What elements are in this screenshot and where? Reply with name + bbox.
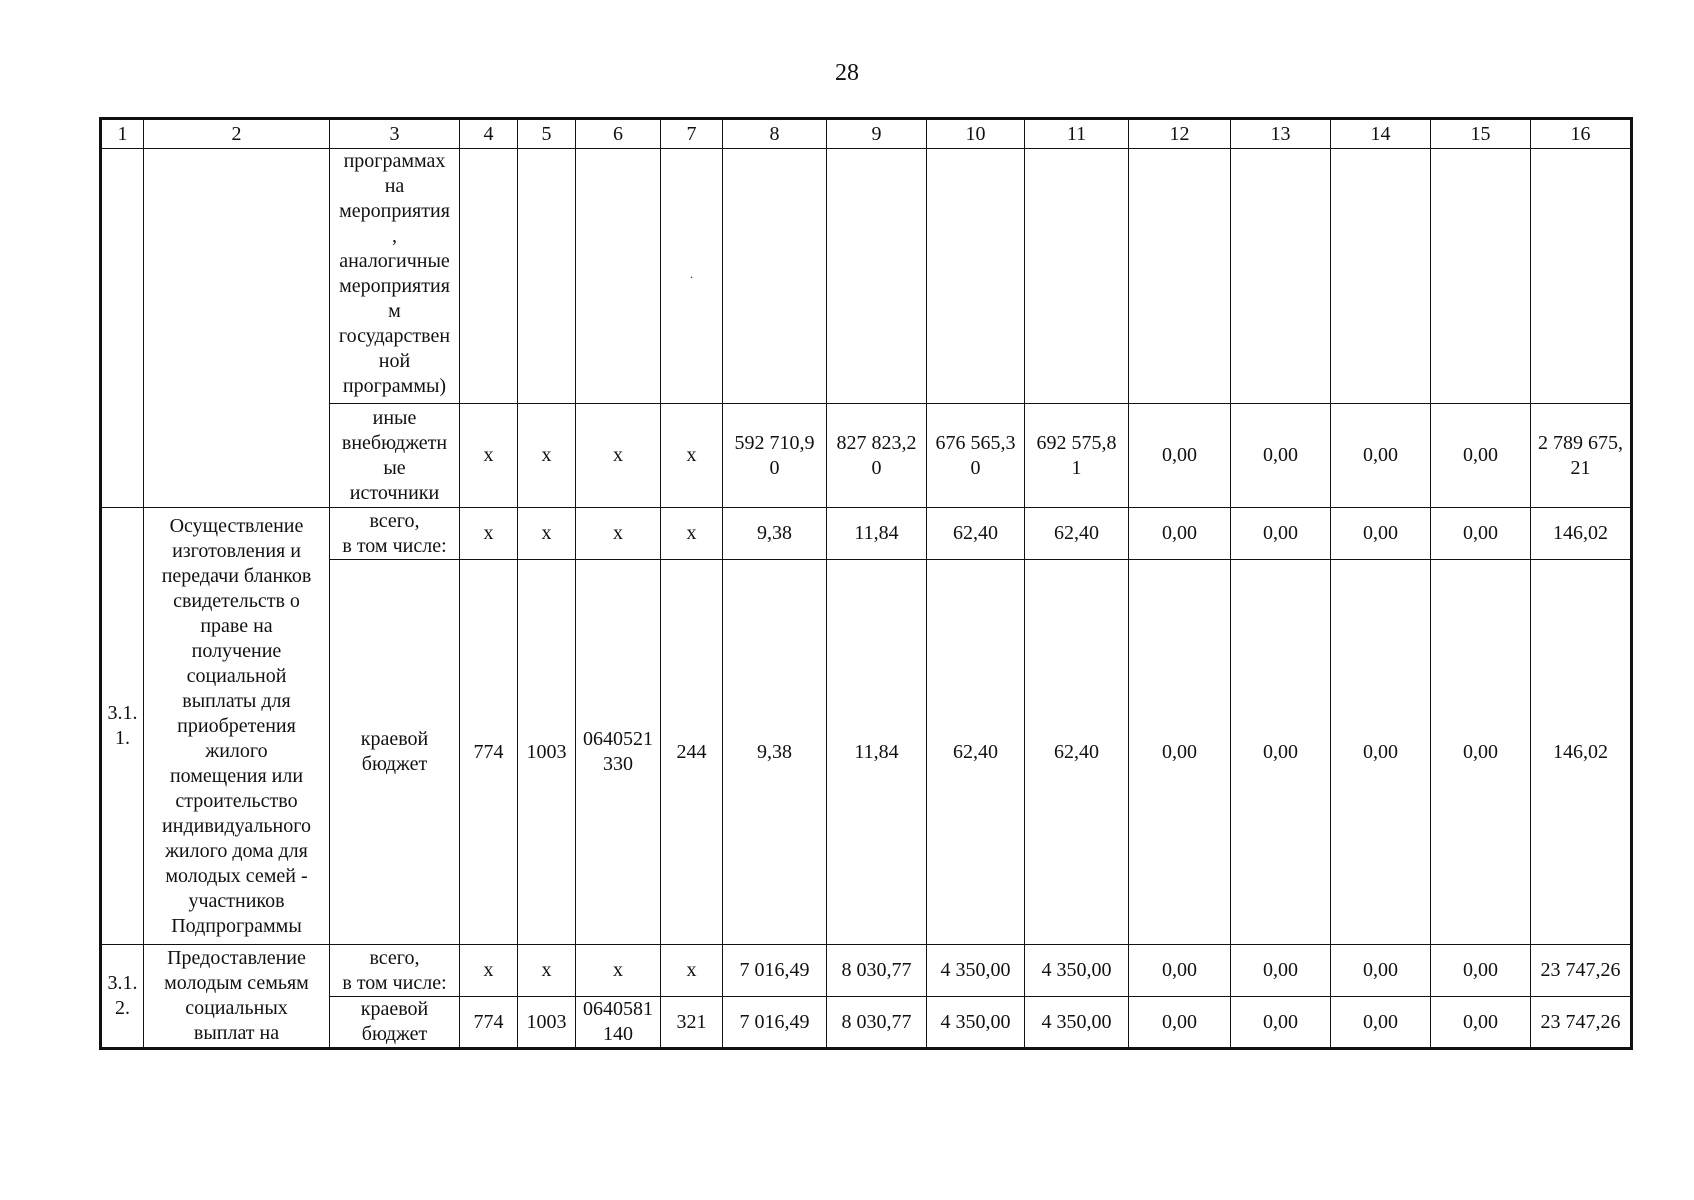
table-cell: 7 016,49 (723, 945, 827, 997)
table-cell: х (576, 508, 661, 560)
table-cell (1025, 149, 1129, 404)
table-cell: х (661, 508, 723, 560)
table-row (101, 945, 1632, 997)
table-cell: 9,38 (723, 560, 827, 945)
table-cell: 0,00 (1431, 560, 1531, 945)
col-header: 2 (144, 119, 330, 149)
table-cell: 0,00 (1331, 997, 1431, 1049)
table-cell: 0,00 (1231, 560, 1331, 945)
col-header: 12 (1129, 119, 1231, 149)
table-cell: 0,00 (1231, 508, 1331, 560)
table-cell: 0,00 (1331, 508, 1431, 560)
col-header: 11 (1025, 119, 1129, 149)
table-cell: х (460, 945, 518, 997)
table-row (101, 997, 1632, 1049)
col-header: 6 (576, 119, 661, 149)
table-cell: 0,00 (1331, 404, 1431, 508)
table-cell: 0,00 (1431, 508, 1531, 560)
table-cell: 2 789 675, 21 (1531, 404, 1632, 508)
table-cell (460, 149, 518, 404)
table-cell: х (518, 508, 576, 560)
funding-source-cell: всего, в том числе: (330, 508, 460, 560)
table-cell (518, 149, 576, 404)
col-header: 14 (1331, 119, 1431, 149)
table-cell: 0,00 (1129, 508, 1231, 560)
table-cell: х (661, 404, 723, 508)
table-cell: 0,00 (1129, 945, 1231, 997)
table-cell: 0640521 330 (576, 560, 661, 945)
col-header: 16 (1531, 119, 1632, 149)
col-header: 1 (101, 119, 144, 149)
table-cell: 23 747,26 (1531, 945, 1632, 997)
table-cell (927, 149, 1025, 404)
table-cell (1431, 149, 1531, 404)
item-name-cell: Осуществление изготовления и передачи бланков свидетельств о праве на получение социальной выплаты для приобретения жилого помещения или строительство индивидуального жилого дома для молодых семей - участников Подпрограммы (144, 508, 330, 945)
col-header: 10 (927, 119, 1025, 149)
financing-table (99, 117, 1633, 1050)
table-cell: 321 (661, 997, 723, 1049)
col-header: 5 (518, 119, 576, 149)
table-cell: 1003 (518, 997, 576, 1049)
table-cell (827, 149, 927, 404)
table-cell: х (576, 404, 661, 508)
col-header: 3 (330, 119, 460, 149)
table-cell: 0,00 (1431, 945, 1531, 997)
table-cell: 0,00 (1331, 945, 1431, 997)
table-row (101, 560, 1632, 945)
table-cell: х (518, 404, 576, 508)
column-number-row (101, 119, 1632, 149)
table-cell (1129, 149, 1231, 404)
table-cell: 62,40 (927, 560, 1025, 945)
table-cell: 4 350,00 (1025, 997, 1129, 1049)
item-number-cell: 3.1. 2. (101, 945, 144, 1049)
table-cell: 244 (661, 560, 723, 945)
table-cell: 62,40 (927, 508, 1025, 560)
table-row (101, 508, 1632, 560)
table-cell: х (460, 404, 518, 508)
table-cell: 11,84 (827, 508, 927, 560)
table-cell: 0,00 (1129, 997, 1231, 1049)
table-cell: 146,02 (1531, 560, 1632, 945)
funding-source-cell: краевой бюджет (330, 560, 460, 945)
table-cell: 0,00 (1231, 997, 1331, 1049)
table-cell (576, 149, 661, 404)
col-header: 4 (460, 119, 518, 149)
table-cell (1331, 149, 1431, 404)
table-cell: 62,40 (1025, 508, 1129, 560)
table-cell: 0640581 140 (576, 997, 661, 1049)
table-cell: 0,00 (1431, 404, 1531, 508)
page-number: 28 (835, 60, 859, 86)
table-cell: 4 350,00 (1025, 945, 1129, 997)
funding-source-cell: программах на мероприятия , аналогичные мероприятия м государствен ной программы) (330, 149, 460, 404)
table-cell: х (518, 945, 576, 997)
table-cell: 1003 (518, 560, 576, 945)
col-header: 7 (661, 119, 723, 149)
table-cell: х (661, 945, 723, 997)
table-cell: 827 823,2 0 (827, 404, 927, 508)
table-cell: 774 (460, 560, 518, 945)
table-cell: 692 575,8 1 (1025, 404, 1129, 508)
table-cell: 8 030,77 (827, 997, 927, 1049)
table-cell: 0,00 (1129, 404, 1231, 508)
table-cell: 0,00 (1129, 560, 1231, 945)
item-number-cell (101, 149, 144, 508)
table-cell: 146,02 (1531, 508, 1632, 560)
table-row (101, 404, 1632, 508)
funding-source-cell: краевой бюджет (330, 997, 460, 1049)
funding-source-cell: иные внебюджетн ые источники (330, 404, 460, 508)
table-cell: 8 030,77 (827, 945, 927, 997)
col-header: 13 (1231, 119, 1331, 149)
table-cell: х (460, 508, 518, 560)
table-cell (723, 149, 827, 404)
table-cell: 62,40 (1025, 560, 1129, 945)
table-cell: 0,00 (1231, 404, 1331, 508)
table-cell: 11,84 (827, 560, 927, 945)
table-cell: 9,38 (723, 508, 827, 560)
table-cell (1531, 149, 1632, 404)
table-cell: 23 747,26 (1531, 997, 1632, 1049)
table-cell: · (661, 149, 723, 404)
table-cell (1231, 149, 1331, 404)
table-cell: 0,00 (1231, 945, 1331, 997)
col-header: 9 (827, 119, 927, 149)
table-cell: 0,00 (1431, 997, 1531, 1049)
table-cell: 676 565,3 0 (927, 404, 1025, 508)
table-cell: х (576, 945, 661, 997)
item-name-cell (144, 149, 330, 508)
item-number-cell: 3.1. 1. (101, 508, 144, 945)
funding-source-cell: всего, в том числе: (330, 945, 460, 997)
table-cell: 4 350,00 (927, 997, 1025, 1049)
table-cell: 0,00 (1331, 560, 1431, 945)
table-cell: 592 710,9 0 (723, 404, 827, 508)
table-cell: 7 016,49 (723, 997, 827, 1049)
table-row (101, 149, 1632, 404)
table-cell: 774 (460, 997, 518, 1049)
col-header: 8 (723, 119, 827, 149)
table-cell: 4 350,00 (927, 945, 1025, 997)
col-header: 15 (1431, 119, 1531, 149)
item-name-cell: Предоставление молодым семьям социальных выплат на (144, 945, 330, 1049)
